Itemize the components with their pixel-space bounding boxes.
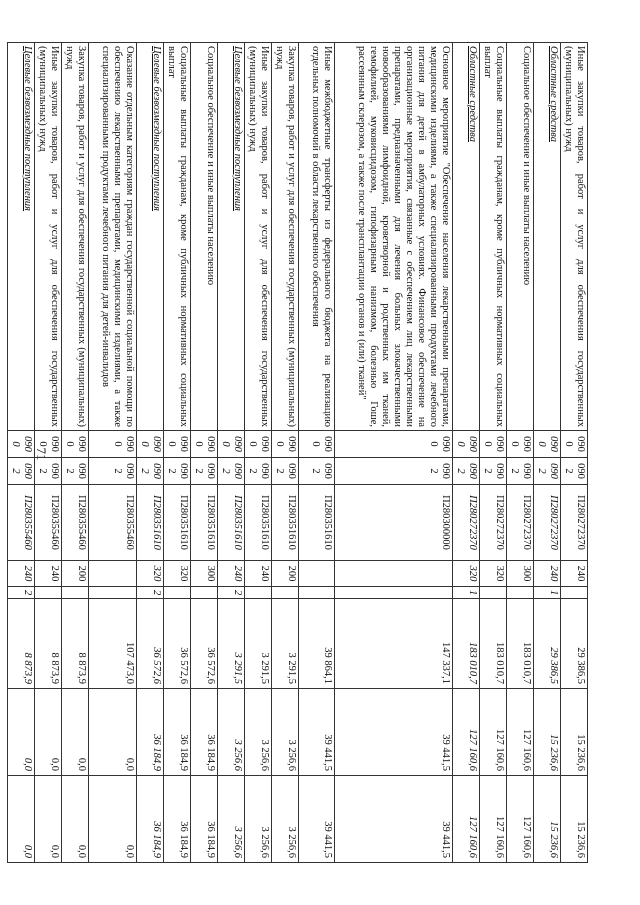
amount-year-2: 3 256,6	[218, 689, 245, 776]
table-row	[245, 43, 272, 863]
table-row	[335, 43, 453, 863]
table-row	[35, 43, 62, 863]
amount-year-3: 15 236,6	[534, 776, 561, 863]
section-code: 0900	[62, 431, 89, 458]
expense-type-code: 200	[272, 561, 299, 587]
amount-year-3: 39 441,5	[335, 776, 453, 863]
subsection-code: 0902	[8, 458, 35, 485]
row-name: Иные закупки товаров, работ и услуг для обеспечения государственных (муниципальных) нужд	[245, 43, 272, 431]
section-code: 0900	[272, 431, 299, 458]
section-code: 0900	[534, 431, 561, 458]
target-article-code: П280351610	[272, 485, 299, 561]
amount-year-1: 183 010,7	[507, 599, 534, 689]
target-article-code: П280355460	[8, 485, 35, 561]
amount-year-3: 3 256,6	[272, 776, 299, 863]
expense-type-code	[299, 561, 335, 587]
subsection-code: 0902	[272, 458, 299, 485]
amount-year-1: 36 572,6	[164, 599, 191, 689]
target-article-code: П280355460	[89, 485, 137, 561]
subsection-code: 0902	[507, 458, 534, 485]
amount-year-2: 15 236,6	[561, 689, 588, 776]
amount-year-1: 183 010,7	[480, 599, 507, 689]
funding-source-flag	[507, 587, 534, 599]
subsection-code: 0902	[62, 458, 89, 485]
expense-type-code	[335, 561, 453, 587]
funding-source-flag: 2	[218, 587, 245, 599]
amount-year-3: 39 441,5	[299, 776, 335, 863]
amount-year-3: 0,0	[8, 776, 35, 863]
row-name: Иные межбюджетные трансферты из федерального бюджета на реализацию отдельных полномочий в области лекарственного обеспечения	[299, 43, 335, 431]
table-row	[62, 43, 89, 863]
target-article-code: П280272370	[480, 485, 507, 561]
amount-year-2: 127 160,6	[480, 689, 507, 776]
target-article-code: П280351610	[299, 485, 335, 561]
budget-table	[7, 42, 588, 863]
funding-source-flag	[561, 587, 588, 599]
target-article-code: П280272370	[534, 485, 561, 561]
funding-source-flag: 1	[453, 587, 480, 599]
funding-source-flag	[62, 587, 89, 599]
expense-type-code: 240	[218, 561, 245, 587]
amount-year-3: 0,0	[89, 776, 137, 863]
subsection-code: 0902	[245, 458, 272, 485]
subsection-code: 0902	[453, 458, 480, 485]
table-row	[507, 43, 534, 863]
expense-type-code	[89, 561, 137, 587]
table-row	[534, 43, 561, 863]
funding-source-flag	[35, 587, 62, 599]
expense-type-code: 200	[62, 561, 89, 587]
subsection-code: 0902	[218, 458, 245, 485]
section-code: 0900	[8, 431, 35, 458]
amount-year-3: 127 160,6	[480, 776, 507, 863]
amount-year-1: 183 010,7	[453, 599, 480, 689]
row-name: Основное мероприятие "Обеспечение населения лекарственными препаратами, медицинскими изделиями, а также специализированными продуктами лечебного питания для детей в амбулаторных условиях. Финансовое обеспечение на организационные мероприятия, связанные с обеспечением лиц лекарственными препаратами, предназначенными для лечения больных злокачественными новообразованиями лимфоидной, кроветворной и родственных им тканей, гемофилией, муковисцидозом, гипофизарным нанизмом, болезнью Гоше, рассеянным склерозом, а также после трансплантации органов и (или) тканей"	[335, 43, 453, 431]
amount-year-1: 29 386,5	[534, 599, 561, 689]
subsection-code: 0902	[299, 458, 335, 485]
amount-year-1: 8 873,9	[35, 599, 62, 689]
amount-year-2: 0,0	[35, 689, 62, 776]
amount-year-2: 3 256,6	[272, 689, 299, 776]
expense-type-code: 320	[480, 561, 507, 587]
target-article-code: П280351610	[245, 485, 272, 561]
subsection-code: 0902	[335, 458, 453, 485]
amount-year-2: 127 160,6	[507, 689, 534, 776]
expense-type-code: 240	[35, 561, 62, 587]
row-name: Целевые безвозмездные поступления	[137, 43, 164, 431]
section-code: 0900	[245, 431, 272, 458]
row-name: Закупка товаров, работ и услуг для обеспечения государственных (муниципальных) нужд	[62, 43, 89, 431]
amount-year-3: 36 184,9	[191, 776, 218, 863]
row-name: Закупка товаров, работ и услуг для обеспечения государственных (муниципальных) нужд	[272, 43, 299, 431]
funding-source-flag	[191, 587, 218, 599]
section-code: 0900	[480, 431, 507, 458]
row-name: Оказание отдельным категориям граждан государственной социальной помощи по обеспечению лекарственными препаратами, медицинскими изделиями, а также специализированными продуктами лечебного питания для детей-инвалидов	[89, 43, 137, 431]
amount-year-2: 0,0	[8, 689, 35, 776]
amount-year-2: 39 441,5	[299, 689, 335, 776]
expense-type-code: 240	[245, 561, 272, 587]
amount-year-1: 36 572,6	[191, 599, 218, 689]
target-article-code: П280351610	[137, 485, 164, 561]
row-name: Областные средства	[453, 43, 480, 431]
section-code: 0900	[218, 431, 245, 458]
target-article-code: П280272370	[453, 485, 480, 561]
funding-source-flag: 2	[137, 587, 164, 599]
funding-source-flag	[335, 587, 453, 599]
expense-type-code: 240	[8, 561, 35, 587]
section-code: 0900	[137, 431, 164, 458]
amount-year-2: 3 256,6	[245, 689, 272, 776]
table-row	[164, 43, 191, 863]
subsection-code: 0902	[534, 458, 561, 485]
funding-source-flag	[245, 587, 272, 599]
section-code: 0900	[164, 431, 191, 458]
row-name: Социальные выплаты гражданам, кроме публичных нормативных социальных выплат	[164, 43, 191, 431]
amount-year-2: 0,0	[62, 689, 89, 776]
expense-type-code: 320	[164, 561, 191, 587]
funding-source-flag	[299, 587, 335, 599]
target-article-code: П280355460	[62, 485, 89, 561]
funding-source-flag	[164, 587, 191, 599]
amount-year-1: 3 291,5	[245, 599, 272, 689]
expense-type-code: 240	[534, 561, 561, 587]
target-article-code: П280300000	[335, 485, 453, 561]
funding-source-flag: 2	[8, 587, 35, 599]
amount-year-3: 3 256,6	[218, 776, 245, 863]
amount-year-3: 0,0	[35, 776, 62, 863]
section-code: 0900	[507, 431, 534, 458]
table-row	[137, 43, 164, 863]
row-name: Целевые безвозмездные поступления	[8, 43, 35, 431]
amount-year-1: 8 873,9	[62, 599, 89, 689]
amount-year-1: 36 572,6	[137, 599, 164, 689]
subsection-code: 0902	[89, 458, 137, 485]
section-code: 0900	[191, 431, 218, 458]
amount-year-3: 127 160,6	[453, 776, 480, 863]
expense-type-code: 300	[507, 561, 534, 587]
section-code: 0900	[299, 431, 335, 458]
expense-type-code: 300	[191, 561, 218, 587]
funding-source-flag	[272, 587, 299, 599]
amount-year-2: 36 184,9	[191, 689, 218, 776]
row-name: Целевые безвозмездные поступления	[218, 43, 245, 431]
amount-year-2: 127 160,6	[453, 689, 480, 776]
target-article-code: П280351610	[191, 485, 218, 561]
table-row	[453, 43, 480, 863]
row-name: Социальные выплаты гражданам, кроме публичных нормативных социальных выплат	[480, 43, 507, 431]
row-name: Областные средства	[534, 43, 561, 431]
table-row	[272, 43, 299, 863]
amount-year-1: 29 386,5	[561, 599, 588, 689]
amount-year-1: 8 873,9	[8, 599, 35, 689]
funding-source-flag: 1	[534, 587, 561, 599]
target-article-code: П280355460	[35, 485, 62, 561]
subsection-code: 0902	[164, 458, 191, 485]
table-row	[191, 43, 218, 863]
amount-year-1: 147 337,1	[335, 599, 453, 689]
amount-year-3: 3 256,6	[245, 776, 272, 863]
amount-year-2: 0,0	[89, 689, 137, 776]
subsection-code: 0902	[561, 458, 588, 485]
funding-source-flag	[480, 587, 507, 599]
amount-year-3: 36 184,9	[137, 776, 164, 863]
amount-year-3: 15 236,6	[561, 776, 588, 863]
section-code: 0900	[35, 431, 62, 458]
section-code: 0900	[335, 431, 453, 458]
rotated-table-container	[10, 42, 588, 862]
table-row	[480, 43, 507, 863]
funding-source-flag	[89, 587, 137, 599]
section-code: 0900	[453, 431, 480, 458]
row-name: Социальное обеспечение и иные выплаты населению	[507, 43, 534, 431]
subsection-code: 0902	[480, 458, 507, 485]
amount-year-2: 36 184,9	[137, 689, 164, 776]
amount-year-2: 36 184,9	[164, 689, 191, 776]
row-name: Иные закупки товаров, работ и услуг для обеспечения государственных (муниципальных) нужд	[35, 43, 62, 431]
subsection-code: 0902	[35, 458, 62, 485]
expense-type-code: 320	[137, 561, 164, 587]
expense-type-code: 240	[561, 561, 588, 587]
amount-year-3: 0,0	[62, 776, 89, 863]
section-code: 0900	[561, 431, 588, 458]
target-article-code: П280272370	[507, 485, 534, 561]
amount-year-1: 107 473,0	[89, 599, 137, 689]
subsection-code: 0902	[137, 458, 164, 485]
amount-year-1: 3 291,5	[272, 599, 299, 689]
table-row	[218, 43, 245, 863]
amount-year-3: 127 160,6	[507, 776, 534, 863]
section-code: 0900	[89, 431, 137, 458]
table-row	[8, 43, 35, 863]
row-name: Социальное обеспечение и иные выплаты населению	[191, 43, 218, 431]
subsection-code: 0902	[191, 458, 218, 485]
table-body	[8, 43, 588, 863]
row-name: Иные закупки товаров, работ и услуг для обеспечения государственных (муниципальных) нужд	[561, 43, 588, 431]
table-row	[89, 43, 137, 863]
table-row	[561, 43, 588, 863]
expense-type-code: 320	[453, 561, 480, 587]
target-article-code: П280272370	[561, 485, 588, 561]
amount-year-1: 3 291,5	[218, 599, 245, 689]
amount-year-3: 36 184,9	[164, 776, 191, 863]
amount-year-1: 39 864,1	[299, 599, 335, 689]
target-article-code: П280351610	[218, 485, 245, 561]
amount-year-2: 39 441,5	[335, 689, 453, 776]
target-article-code: П280351610	[164, 485, 191, 561]
page-number: 71	[34, 447, 49, 461]
amount-year-2: 15 236,6	[534, 689, 561, 776]
table-row	[299, 43, 335, 863]
